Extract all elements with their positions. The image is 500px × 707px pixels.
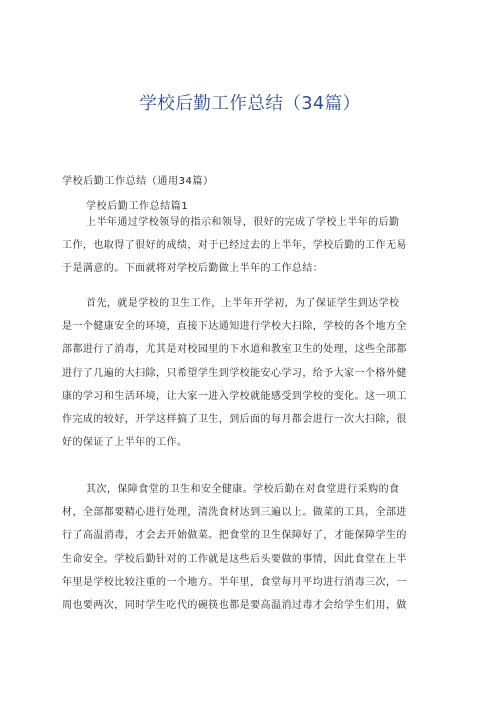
paragraph-line: 材，全部都要精心进行处理，清洗食材达到三遍以上。做菜的工具，全部进 — [62, 507, 407, 519]
paragraph-line: 部都进行了消毒，尤其是对校园里的下水道和教室卫生的处理，这些全部都 — [62, 344, 407, 356]
paragraph-3 — [62, 478, 434, 617]
paragraph-line: 首先，就是学校的卫生工作，上半年开学初，为了保证学生到达学校 — [86, 298, 400, 309]
paragraph-line: 行了高温消毒，才会去开始做菜。把食堂的卫生保障好了，才能保障学生的 — [62, 530, 407, 542]
paragraph-2 — [62, 292, 434, 454]
paragraph-line: 进行了几遍的大扫除，只希望学生到学校能安心学习，给予大家一个格外健 — [62, 367, 407, 379]
paragraph-line: 是一个健康安全的环境，直接下达通知进行学校大扫除，学校的各个地方全 — [62, 321, 407, 333]
paragraph-line: 上半年通过学校领导的指示和领导，很好的完成了学校上半年的后勤 — [86, 217, 400, 228]
paragraph-1 — [62, 211, 434, 281]
paragraph-line: 生命安全。学校后勤针对的工作就是这些后头要做的事情，因此食堂在上半 — [62, 553, 407, 565]
paragraph-line: 于是满意的。下面就将对学校后勤做上半年的工作总结： — [62, 263, 324, 275]
paragraph-line: 好的保证了上半年的工作。 — [62, 437, 188, 449]
paragraph-line: 年里是学校比较注重的一个地方。半年里，食堂每月平均进行消毒三次，一 — [62, 576, 407, 588]
paragraph-line: 其次，保障食堂的卫生和安全健康。学校后勤在对食堂进行采购的食 — [86, 484, 400, 495]
document-title: 学校后勤工作总结（34篇） — [139, 94, 361, 114]
document-subtitle: 学校后勤工作总结（通用34篇） — [62, 176, 214, 187]
paragraph-line: 工作，也取得了很好的成绩，对于已经过去的上半年，学校后勤的工作无易 — [62, 240, 407, 252]
paragraph-line: 周也要两次，同时学生吃代的碗筷也都是要高温消过毒才会给学生们用，做 — [62, 599, 407, 611]
paragraph-line: 康的学习和生活环境，让大家一进入学校就能感受到学校的变化。这一项工 — [62, 390, 407, 402]
section-heading: 学校后勤工作总结篇1 — [86, 201, 189, 212]
paragraph-line: 作完成的较好，开学这样搞了卫生，到后面的每月都会进行一次大扫除，很 — [62, 413, 407, 425]
